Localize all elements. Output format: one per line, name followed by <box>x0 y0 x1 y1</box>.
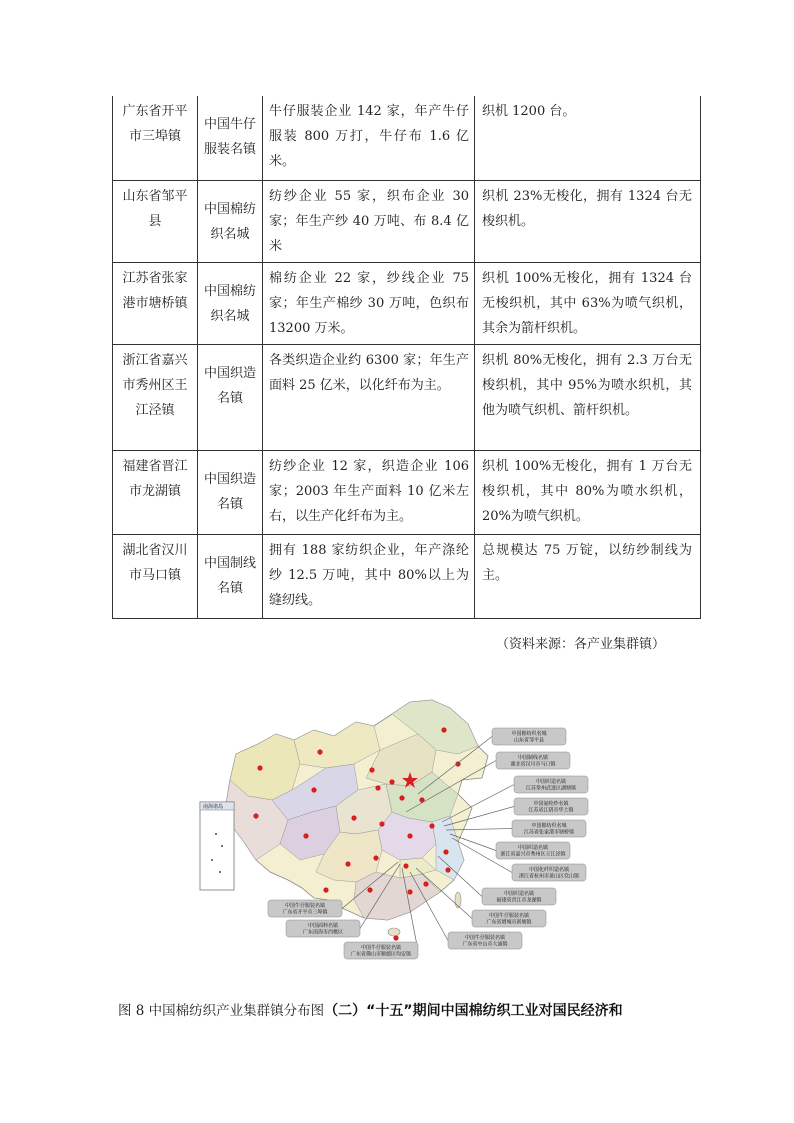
callout-label <box>512 820 586 837</box>
table-row <box>113 180 701 262</box>
equipment-cell: 织机 1200 台。 <box>475 96 701 180</box>
equipment-cell: 总规模达 75 万锭，以纺纱制线为主。 <box>475 534 701 618</box>
callout-label <box>514 798 588 815</box>
equipment-cell: 织机 100%无梭化，拥有 1 万台无梭织机，其中 80%为喷水织机，20%为喷气织机。 <box>475 450 701 534</box>
equipment-cell: 织机 100%无梭化，拥有 1324 台无梭织机，其中 63%为喷气织机，其余为箭杆织机。 <box>475 262 701 344</box>
cluster-title-cell: 中国织造名镇 <box>198 344 263 450</box>
south-china-sea-inset <box>200 802 234 890</box>
callout-text: 江苏省江阴市华士镇 <box>528 807 574 814</box>
callout-text: 广东省开平市三埠镇 <box>282 909 328 916</box>
equipment-cell: 织机 23%无梭化，拥有 1324 台无梭织机。 <box>475 180 701 262</box>
table-row <box>113 534 701 618</box>
callout-label <box>514 776 588 793</box>
callout-text: 山东省邹平县 <box>513 737 545 744</box>
callout-text: 中国牛仔服装名镇 <box>360 945 402 951</box>
callout-label <box>496 842 570 859</box>
callout-text: 广东省佛山市顺德区均安镇 <box>350 951 412 958</box>
callout-text: 广东省中山市大涌镇 <box>462 941 508 948</box>
production-scale-cell: 纺纱企业 12 家，织造企业 106 家；2003 年生产面料 10 亿米左右，以生产化纤布为主。 <box>263 450 475 534</box>
callout-text: 浙江省杭州市萧山区党山镇 <box>518 873 580 880</box>
cluster-distribution-map <box>196 694 610 970</box>
callout-text: 中国牛仔服装名镇 <box>488 913 530 919</box>
cluster-title-cell: 中国织造名镇 <box>198 450 263 534</box>
callout-label <box>512 864 586 881</box>
callout-text: 中国棉纺织名城 <box>531 823 567 829</box>
data-source-note: （资料来源：各产业集群镇） <box>496 637 666 652</box>
callout-label <box>286 920 360 937</box>
callout-text: 浙江省嘉兴市秀州区王江泾镇 <box>500 851 566 858</box>
production-scale-cell: 牛仔服装企业 142 家，年产牛仔服装 800 万打，牛仔布 1.6 亿米。 <box>263 96 475 180</box>
callout-text: 中国织造名镇 <box>503 891 535 897</box>
callout-text: 中国面料名镇 <box>307 923 339 929</box>
callout-label <box>472 910 546 927</box>
callout-text: 中国化纤织造名镇 <box>528 867 570 873</box>
table-row <box>113 262 701 344</box>
callout-text: 中国织造名镇 <box>535 779 567 785</box>
callout-text: 广东省增城市新塘镇 <box>486 919 532 926</box>
cluster-location-cell: 江苏省张家港市塘桥镇 <box>113 262 198 344</box>
equipment-cell: 织机 80%无梭化，拥有 2.3 万台无梭织机，其中 95%为喷水织机，其他为喷气织机、箭杆织机。 <box>475 344 701 450</box>
callout-label <box>344 942 418 959</box>
cluster-title-cell: 中国制线名镇 <box>198 534 263 618</box>
figure-caption <box>118 999 623 1020</box>
callout-text: 中国织造名镇 <box>517 845 549 851</box>
callout-text: 湖北省汉川市马口镇 <box>510 761 556 768</box>
cluster-location-cell: 浙江省嘉兴市秀州区王江泾镇 <box>113 344 198 450</box>
cluster-title-cell: 中国棉纺织名城 <box>198 262 263 344</box>
callout-label <box>482 888 556 905</box>
cluster-location-cell: 福建省晋江市龙湖镇 <box>113 450 198 534</box>
callout-text: 中国牛仔服装名镇 <box>284 903 326 909</box>
table-row <box>113 344 701 450</box>
cluster-title-cell: 中国棉纺织名城 <box>198 180 263 262</box>
inset-title: 南海诸岛 <box>203 804 224 810</box>
section-heading: （二）“十五”期间中国棉纺织工业对国民经济和 <box>324 1003 623 1019</box>
cluster-table <box>112 96 701 619</box>
callout-text: 中国牛仔服装名镇 <box>464 935 506 941</box>
production-scale-cell: 棉纺企业 22 家，纱线企业 75 家；年生产棉纱 30 万吨，色织布 13200 万米。 <box>263 262 475 344</box>
cluster-location-cell: 广东省开平市三埠镇 <box>113 96 198 180</box>
cluster-title-cell: 中国牛仔服装名镇 <box>198 96 263 180</box>
china-map-graphic <box>196 694 610 970</box>
production-scale-cell: 拥有 188 家纺织企业，年产涤纶纱 12.5 万吨，其中 80%以上为缝纫线。 <box>263 534 475 618</box>
callout-text: 江苏省张家港市塘桥镇 <box>523 829 575 836</box>
callout-text: 福建省晋江市龙湖镇 <box>496 897 542 904</box>
callout-label <box>448 932 522 949</box>
callout-text: 广东南海市西樵区 <box>302 929 344 936</box>
callout-text: 江苏常州武进区湖塘镇 <box>525 785 577 792</box>
callout-text: 中国制线名镇 <box>517 755 549 761</box>
table-row <box>113 450 701 534</box>
callout-label <box>496 752 570 769</box>
cluster-location-cell: 湖北省汉川市马口镇 <box>113 534 198 618</box>
callout-text: 中国氨纶纱名镇 <box>533 801 569 807</box>
callout-label <box>492 728 566 745</box>
figure-title: 图 8 中国棉纺织产业集群镇分布图 <box>118 1003 325 1019</box>
callout-label <box>268 900 342 917</box>
production-scale-cell: 纺纱企业 55 家，织布企业 30 家；年生产纱 40 万吨、布 8.4 亿米 <box>263 180 475 262</box>
callout-text: 中国棉纺织名城 <box>511 731 547 737</box>
table-row <box>113 96 701 180</box>
production-scale-cell: 各类织造企业约 6300 家；年生产面料 25 亿米，以化纤布为主。 <box>263 344 475 450</box>
cluster-location-cell: 山东省邹平县 <box>113 180 198 262</box>
